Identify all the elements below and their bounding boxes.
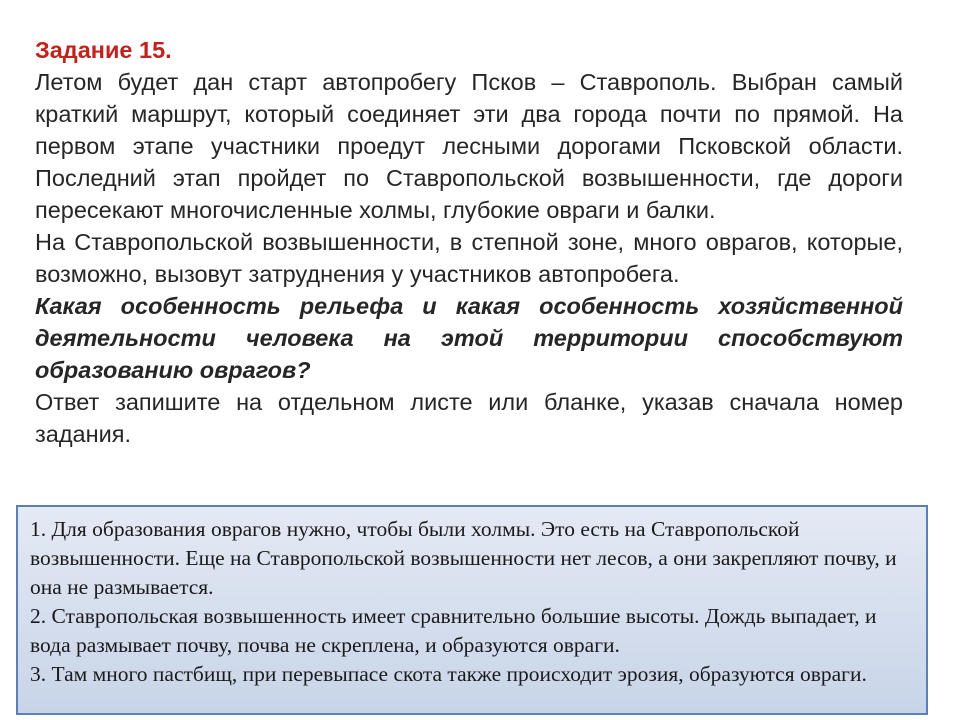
answer-item-2: 2. Ставропольская возвышенность имеет сравнительно большие высоты. Дождь выпадает, и вода размывает почву, почва не скреплена, и образуются овраги. (30, 604, 877, 657)
answer-item-3: 3. Там много пастбищ, при перевыпасе скота также происходит эрозия, образуются овраги. (30, 662, 867, 686)
task-title: Задание 15. (35, 37, 172, 63)
answer-item-1: 1. Для образования оврагов нужно, чтобы были холмы. Это есть на Ставропольской возвышенности. Еще на Ставропольской возвышенности нет лесов, а они закрепляют почву, и она не размывается. (30, 517, 897, 599)
task-paragraph-2: На Ставропольской возвышенности, в степной зоне, много оврагов, которые, возможно, вызовут затруднения у участников автопробега. (35, 229, 903, 287)
answer-box (16, 505, 928, 715)
task-instruction: Ответ запишите на отдельном листе или бланке, указав сначала номер задания. (35, 389, 903, 447)
task-paragraph-1: Летом будет дан старт автопробегу Псков – Ставрополь. Выбран самый краткий маршрут, который соединяет эти два города почти по прямой. На первом этапе участники проедут лесными дорогами Псковской области. Последний этап пройдет по Ставропольской возвышенности, где дороги пересекают многочисленные холмы, глубокие овраги и балки. (35, 69, 903, 223)
task-block (35, 34, 903, 450)
task-question: Какая особенность рельефа и какая особенность хозяйственной деятельности человека на этой территории способствуют образованию оврагов? (35, 293, 903, 383)
